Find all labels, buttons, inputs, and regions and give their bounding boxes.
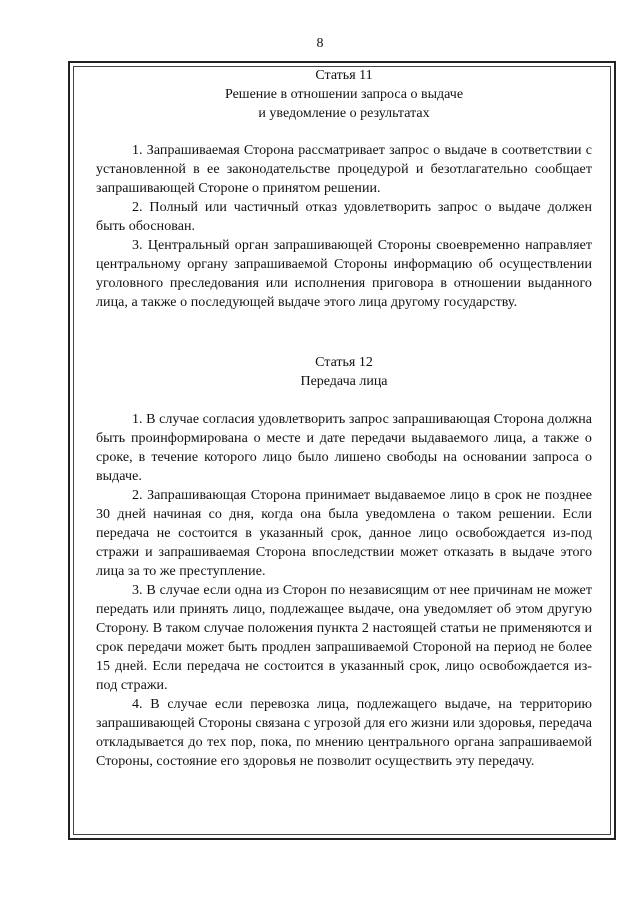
article-11 [96, 66, 592, 312]
article-12-paragraph-3: 3. В случае если одна из Сторон по независящим от нее причинам не может передать или принять лицо, подлежащее выдаче, она уведомляет об этом другую Сторону. В таком случае положения пункта 2 настоящей статьи не применяются и срок передачи может быть продлен запрашиваемой Стороной на период не более 15 дней. Если передача не состоится в указанный срок, лицо освобождается из-под стражи. [96, 583, 592, 693]
article-12-body [96, 410, 592, 771]
article-12-paragraph-1: 1. В случае согласия удовлетворить запрос запрашивающая Сторона должна быть проинформирована о месте и дате передачи выдаваемого лица, а также о сроке, в течение которого лицо было лишено свободы на основании запроса о выдаче. [96, 412, 592, 484]
article-11-title: Статья 11 [315, 68, 373, 83]
article-11-paragraph-3: 3. Центральный орган запрашивающей Стороны своевременно направляет центральному органу запрашиваемой Стороны информацию об осуществлении уголовного преследования или исполнения приговора в отношении выданного лица, а также о последующей выдаче этого лица другому государству. [96, 238, 592, 310]
article-12-title: Статья 12 [315, 355, 373, 370]
article-11-paragraph-1: 1. Запрашиваемая Сторона рассматривает запрос о выдаче в соответствии с установленной в ее законодательстве процедурой и безотлагательно сообщает запрашивающей Стороне о принятом решении. [96, 143, 592, 196]
article-11-subtitle-line2: и уведомление о результатах [258, 106, 430, 121]
article-12-paragraph-2: 2. Запрашивающая Сторона принимает выдаваемое лицо в срок не позднее 30 дней начиная со дня, когда она была уведомлена о таком решении. Если передача не состоится в указанный срок, данное лицо освобождается из-под стражи и запрашиваемая Сторона впоследствии может отказать в выдаче этого лица за то же преступление. [96, 488, 592, 579]
article-12 [96, 353, 592, 771]
page-number: 8 [316, 36, 324, 51]
article-11-subtitle-line1: Решение в отношении запроса о выдаче [224, 87, 464, 102]
article-12-paragraph-4: 4. В случае если перевозка лица, подлежащего выдаче, на территорию запрашивающей Стороны связана с угрозой для его жизни или здоровья, передача откладывается до тех пор, пока, по мнению центрального органа запрашиваемой Стороны, состояние его здоровья не позволит осуществить эту передачу. [96, 697, 592, 769]
article-11-paragraph-2: 2. Полный или частичный отказ удовлетворить запрос о выдаче должен быть обоснован. [96, 200, 592, 234]
article-12-subtitle: Передача лица [300, 374, 388, 389]
document-content [96, 66, 592, 771]
article-11-body [96, 141, 592, 312]
